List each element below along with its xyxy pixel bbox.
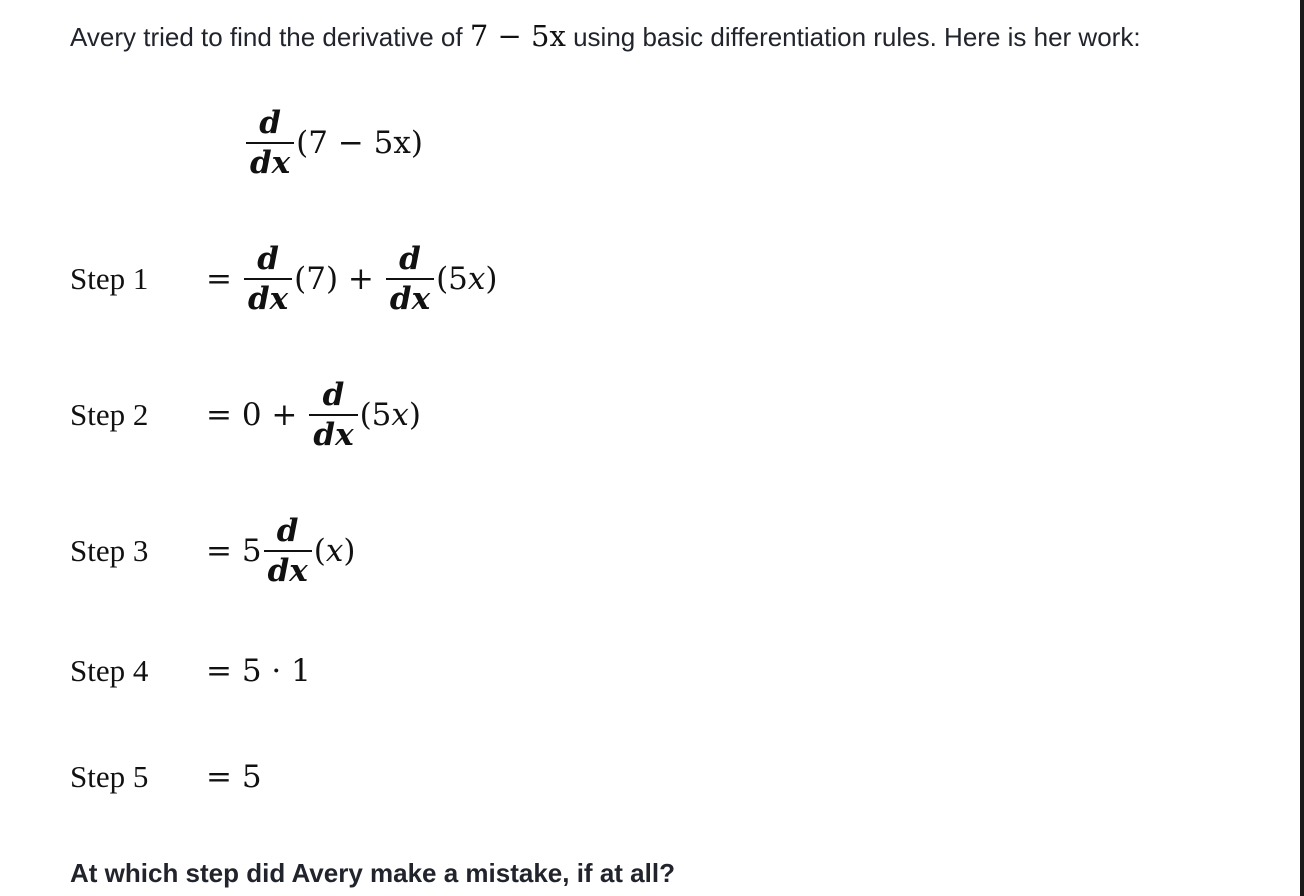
question-prompt: At which step did Avery make a mistake, if at all?: [70, 858, 675, 888]
start-expression-tail: (7 − 5x): [296, 125, 423, 161]
derivative-fraction: $\frac{d}{dx}$: [246, 104, 294, 182]
step-label: Step 2: [70, 397, 149, 432]
step-expression: = $\frac{d}{dx}$ (7) + $\frac{d}{dx}$ (5x): [206, 241, 498, 317]
problem-intro: [70, 14, 1290, 59]
step-row: [70, 234, 498, 324]
right-border: [1300, 0, 1304, 896]
intro-expression: 7 − 5x: [469, 19, 566, 53]
step-label: Step 5: [70, 759, 149, 794]
start-expression: [244, 104, 423, 182]
step-row: [70, 732, 262, 822]
step-label: Step 4: [70, 653, 149, 688]
step-row: [70, 370, 421, 460]
step-expression: = 5 $\frac{d}{dx}$ (x): [206, 513, 356, 589]
step-label: Step 1: [70, 261, 149, 296]
step-label: Step 3: [70, 533, 149, 568]
intro-text-before: Avery tried to find the derivative of: [70, 22, 463, 52]
step-expression: = 0 + $\frac{d}{dx}$ (5x): [206, 377, 421, 453]
work-start: [244, 98, 423, 188]
step-expression: = 5 · 1: [206, 653, 311, 689]
step-row: [70, 626, 311, 716]
intro-text-after: using basic differentiation rules. Here is her work:: [573, 22, 1141, 52]
step-row: [70, 506, 355, 596]
step-expression: = 5: [206, 759, 262, 795]
